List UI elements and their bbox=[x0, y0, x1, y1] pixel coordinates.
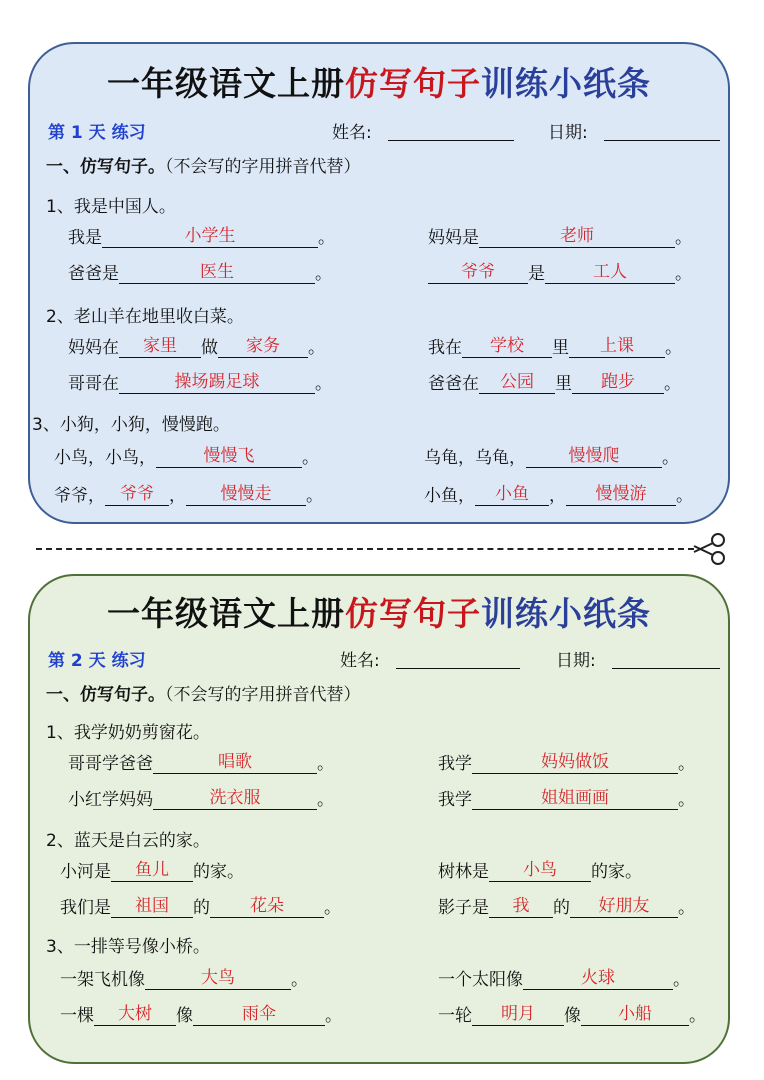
answer-blank[interactable]: 工人 bbox=[545, 261, 675, 284]
answer-blank[interactable]: 上课 bbox=[569, 335, 665, 358]
name-blank[interactable] bbox=[388, 140, 514, 141]
answer-blank[interactable]: 慢慢飞 bbox=[156, 445, 302, 468]
answer-blank[interactable]: 洗衣服 bbox=[153, 787, 317, 810]
exercise-row: 一轮 明月 像 小船 。 bbox=[438, 1004, 706, 1026]
exercise-row: 妈妈在 家里 做 家务 。 bbox=[68, 336, 325, 358]
question-prompt: 3、一排等号像小桥。 bbox=[46, 937, 210, 957]
name-blank[interactable] bbox=[396, 668, 520, 669]
answer-blank[interactable]: 好朋友 bbox=[570, 895, 678, 918]
worksheet-title: 一年级语文上册仿写句子训练小纸条 bbox=[107, 594, 651, 633]
question-prompt: 2、老山羊在地里收白菜。 bbox=[46, 307, 244, 327]
exercise-row: 一棵 大树 像 雨伞 。 bbox=[60, 1004, 342, 1026]
exercise-row: 我学 姐姐画画 。 bbox=[438, 788, 695, 810]
answer-blank[interactable]: 小船 bbox=[581, 1003, 689, 1026]
worksheet-title: 一年级语文上册仿写句子训练小纸条 bbox=[107, 64, 651, 103]
question-prompt: 2、蓝天是白云的家。 bbox=[46, 831, 210, 851]
exercise-row: 爷爷 是 工人 。 bbox=[428, 260, 692, 284]
answer-blank[interactable]: 火球 bbox=[523, 967, 673, 990]
exercise-row: 妈妈是 老师 。 bbox=[428, 226, 692, 248]
answer-blank[interactable]: 大树 bbox=[94, 1003, 176, 1026]
exercise-row: 我学 妈妈做饭 。 bbox=[438, 752, 695, 774]
answer-blank[interactable]: 小学生 bbox=[102, 225, 318, 248]
question-prompt: 3、小狗，小狗，慢慢跑。 bbox=[32, 415, 230, 435]
exercise-row: 爷爷， 爷爷 ， 慢慢走 。 bbox=[54, 484, 323, 506]
answer-blank[interactable]: 小鸟 bbox=[489, 859, 591, 882]
answer-blank[interactable]: 小鱼 bbox=[475, 483, 549, 506]
exercise-row: 哥哥在 操场踢足球 。 bbox=[68, 372, 332, 394]
answer-blank[interactable]: 我 bbox=[489, 895, 553, 918]
day-label: 第 2 天 练习 bbox=[48, 651, 146, 671]
question-prompt: 1、我学奶奶剪窗花。 bbox=[46, 723, 210, 743]
exercise-row: 一架飞机像 大鸟 。 bbox=[60, 968, 308, 990]
answer-blank[interactable]: 学校 bbox=[462, 335, 552, 358]
exercise-row: 爸爸是 医生 。 bbox=[68, 262, 332, 284]
name-label: 姓名: bbox=[332, 123, 372, 143]
cut-line bbox=[36, 548, 694, 550]
section-heading: 一、仿写句子。（不会写的字用拼音代替） bbox=[46, 157, 361, 177]
exercise-row: 一个太阳像 火球 。 bbox=[438, 968, 690, 990]
answer-blank[interactable]: 姐姐画画 bbox=[472, 787, 678, 810]
answer-blank[interactable]: 慢慢游 bbox=[566, 483, 676, 506]
date-blank[interactable] bbox=[604, 140, 720, 141]
exercise-row: 乌龟，乌龟， 慢慢爬 。 bbox=[424, 446, 679, 468]
answer-blank[interactable]: 跑步 bbox=[572, 371, 664, 394]
answer-blank[interactable]: 老师 bbox=[479, 225, 675, 248]
answer-blank[interactable]: 慢慢走 bbox=[186, 483, 306, 506]
date-label: 日期: bbox=[548, 123, 588, 143]
answer-blank[interactable]: 明月 bbox=[472, 1003, 564, 1026]
exercise-row: 我是 小学生 。 bbox=[68, 226, 335, 248]
answer-blank[interactable]: 大鸟 bbox=[145, 967, 291, 990]
date-label: 日期: bbox=[556, 651, 596, 671]
answer-blank[interactable]: 祖国 bbox=[111, 895, 193, 918]
section-heading: 一、仿写句子。（不会写的字用拼音代替） bbox=[46, 685, 361, 705]
answer-blank[interactable]: 家里 bbox=[119, 335, 201, 358]
exercise-row: 小鸟，小鸟， 慢慢飞 。 bbox=[54, 446, 319, 468]
answer-blank[interactable]: 慢慢爬 bbox=[526, 445, 662, 468]
name-label: 姓名: bbox=[340, 651, 380, 671]
answer-blank[interactable]: 公园 bbox=[479, 371, 555, 394]
answer-blank[interactable]: 雨伞 bbox=[193, 1003, 325, 1026]
answer-blank[interactable]: 爷爷 bbox=[428, 261, 528, 284]
scissors-icon bbox=[692, 532, 728, 566]
worksheet-card-day1 bbox=[28, 42, 730, 524]
answer-blank[interactable]: 爷爷 bbox=[105, 483, 169, 506]
worksheet-card-day2 bbox=[28, 574, 730, 1064]
exercise-row: 小红学妈妈 洗衣服 。 bbox=[68, 788, 334, 810]
answer-blank[interactable]: 唱歌 bbox=[153, 751, 317, 774]
answer-blank[interactable]: 家务 bbox=[218, 335, 308, 358]
exercise-row: 爸爸在 公园 里 跑步 。 bbox=[428, 372, 681, 394]
exercise-row: 树林是 小鸟 的家。 bbox=[438, 860, 642, 882]
answer-blank[interactable]: 鱼儿 bbox=[111, 859, 193, 882]
date-blank[interactable] bbox=[612, 668, 720, 669]
answer-blank[interactable]: 花朵 bbox=[210, 895, 324, 918]
exercise-row: 哥哥学爸爸 唱歌 。 bbox=[68, 752, 334, 774]
exercise-row: 我在 学校 里 上课 。 bbox=[428, 336, 682, 358]
question-prompt: 1、我是中国人。 bbox=[46, 197, 176, 217]
exercise-row: 小河是 鱼儿 的家。 bbox=[60, 860, 244, 882]
answer-blank[interactable]: 操场踢足球 bbox=[119, 371, 315, 394]
exercise-row: 小鱼， 小鱼 ， 慢慢游 。 bbox=[424, 484, 693, 506]
answer-blank[interactable]: 妈妈做饭 bbox=[472, 751, 678, 774]
exercise-row: 影子是 我 的 好朋友 。 bbox=[438, 896, 695, 918]
answer-blank[interactable]: 医生 bbox=[119, 261, 315, 284]
day-label: 第 1 天 练习 bbox=[48, 123, 146, 143]
exercise-row: 我们是 祖国 的 花朵 。 bbox=[60, 896, 341, 918]
